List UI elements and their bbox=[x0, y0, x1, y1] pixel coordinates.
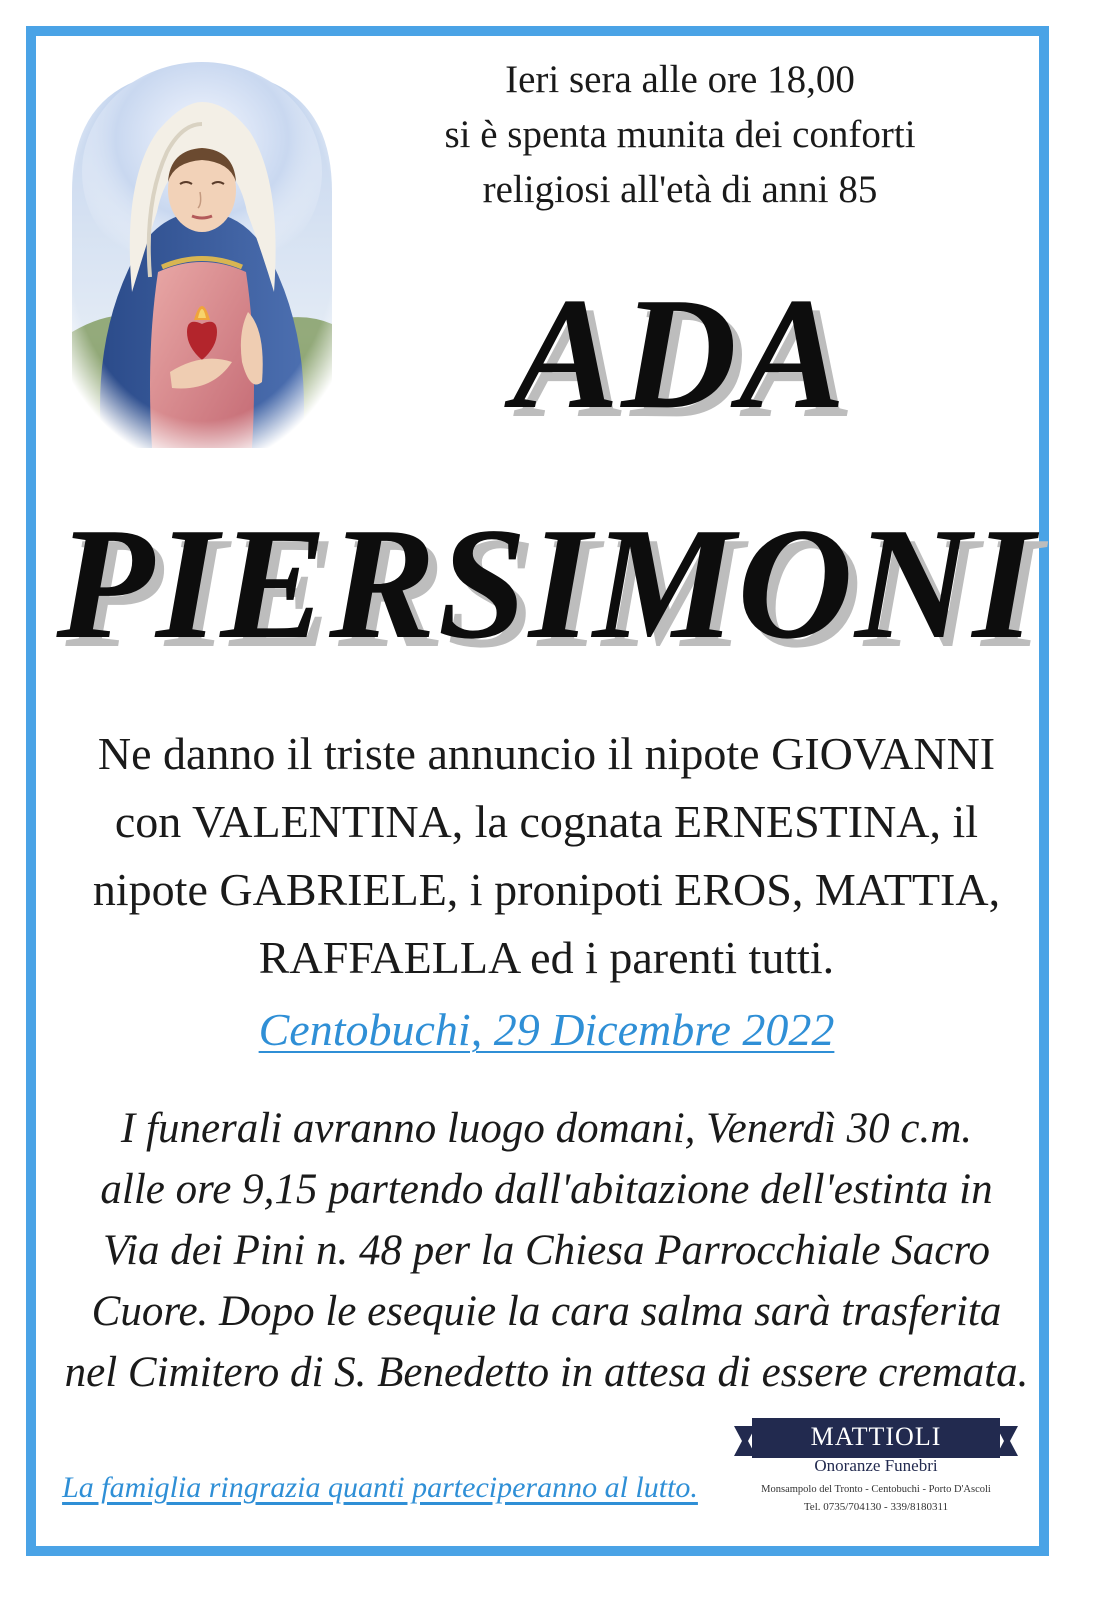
funeral-home-locations: Monsampolo del Tronto - Centobuchi - Porto D'Ascoli bbox=[761, 1484, 991, 1495]
announcement-text bbox=[40, 720, 1053, 992]
deceased-first-name: ADA bbox=[512, 264, 848, 442]
place-date-text: Centobuchi, 29 Dicembre 2022 bbox=[258, 1004, 835, 1055]
intro-line: religiosi all'età di anni 85 bbox=[482, 168, 878, 211]
place-date bbox=[40, 1000, 1053, 1060]
funeral-details bbox=[40, 1098, 1053, 1403]
funeral-line: Via dei Pini n. 48 per la Chiesa Parrocchiale Sacro bbox=[103, 1227, 990, 1274]
intro-text bbox=[380, 52, 980, 217]
funeral-home-brand: MATTIOLI bbox=[810, 1422, 942, 1451]
funeral-home-logo bbox=[734, 1416, 1018, 1490]
funeral-home-subtitle: Onoranze Funebri bbox=[814, 1456, 938, 1475]
funeral-line: alle ore 9,15 partendo dall'abitazione dell'estinta in bbox=[100, 1166, 993, 1213]
family-thanks-text: La famiglia ringrazia quanti parteciperanno al lutto. bbox=[62, 1471, 698, 1504]
family-thanks bbox=[60, 1468, 700, 1508]
intro-line: Ieri sera alle ore 18,00 bbox=[505, 58, 855, 101]
deceased-last-name: PIERSIMONI bbox=[56, 494, 1037, 672]
announcement-line: Ne danno il triste annuncio il nipote GIOVANNI bbox=[97, 728, 996, 779]
intro-line: si è spenta munita dei conforti bbox=[444, 113, 916, 156]
funeral-line: nel Cimitero di S. Benedetto in attesa di essere cremata. bbox=[64, 1349, 1029, 1396]
funeral-line: I funerali avranno luogo domani, Venerdì 30 c.m. bbox=[120, 1105, 973, 1152]
announcement-line: con VALENTINA, la cognata ERNESTINA, il bbox=[114, 796, 979, 847]
funeral-line: Cuore. Dopo le esequie la cara salma sarà trasferita bbox=[91, 1288, 1002, 1335]
announcement-line: nipote GABRIELE, i pronipoti EROS, MATTIA, bbox=[92, 864, 1001, 915]
madonna-sacred-heart-icon bbox=[62, 62, 342, 448]
announcement-line: RAFFAELLA ed i parenti tutti. bbox=[258, 932, 835, 983]
funeral-home-phone: Tel. 0735/704130 - 339/8180311 bbox=[803, 1501, 949, 1513]
